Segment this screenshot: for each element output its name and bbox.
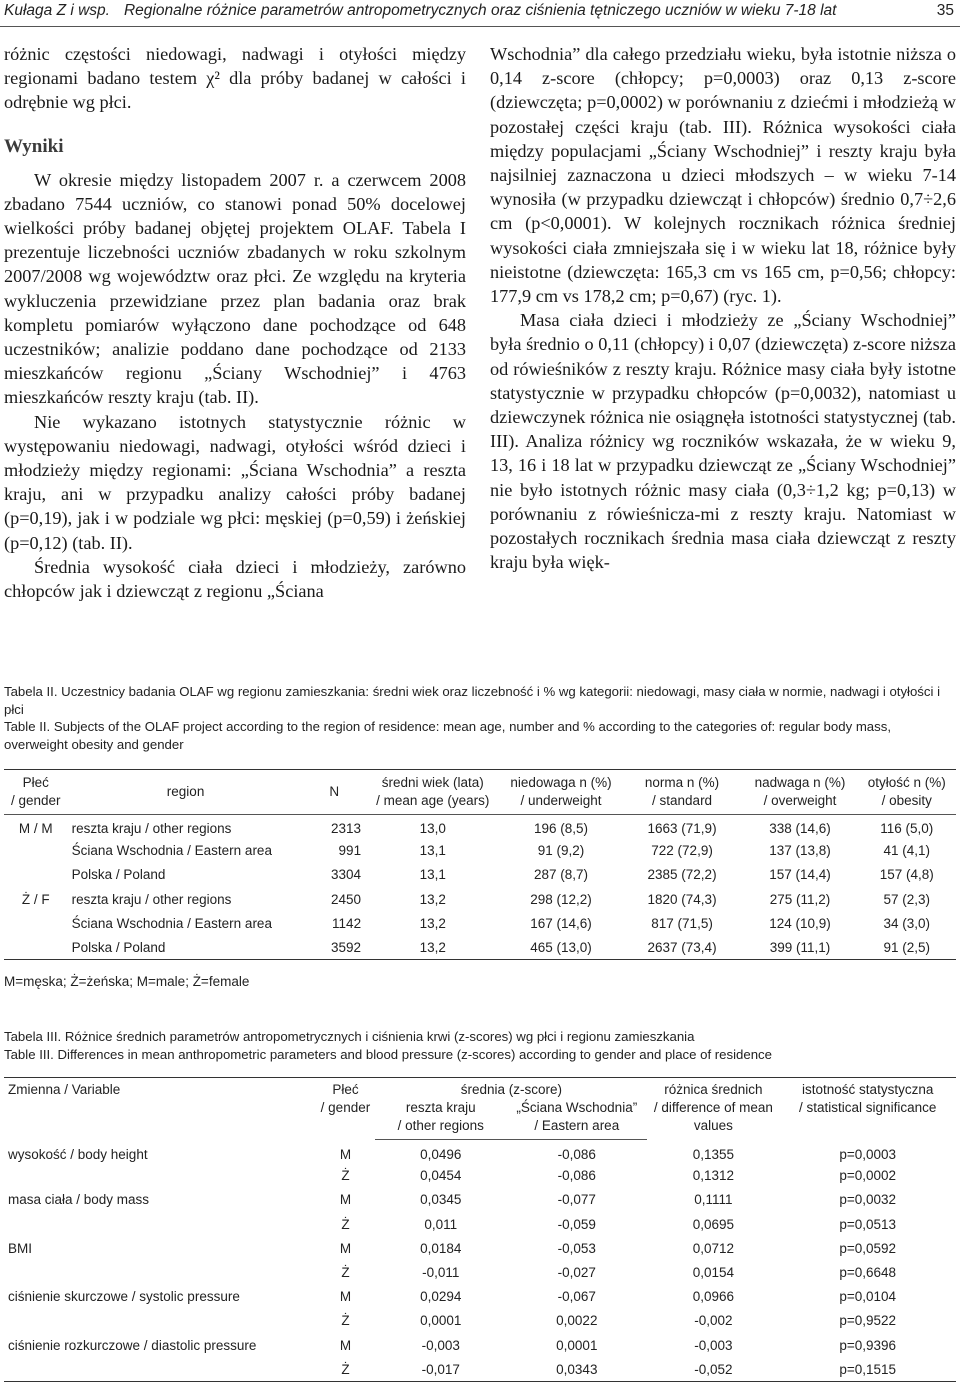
cell-variable: wysokość / body height [8,1146,148,1162]
cell-mean-rest: 0,0496 [420,1146,462,1162]
cell-significance: p=0,0513 [839,1216,897,1232]
cell-mean-east: -0,053 [557,1240,596,1256]
cell-significance: p=0,1515 [779,1357,956,1381]
cell-obesity: 157 (4,8) [879,867,934,883]
cell-mean-east: -0,067 [557,1289,596,1305]
table3-header-row-1 [4,1078,956,1100]
cell-significance: p=0,0592 [839,1240,897,1256]
cell-mean-east: 0,0001 [556,1337,598,1353]
header-text [4,2,836,20]
table3-header-variable: Zmienna / Variable [4,1078,316,1140]
cell-variable: ciśnienie rozkurczowe / diastolic pressure [8,1337,257,1353]
table-row [4,1309,956,1333]
table-row [4,863,956,887]
left-column [4,42,466,603]
table-row [4,1212,956,1236]
cell-gender: Ż [341,1168,350,1184]
cell-mean-age: 13,2 [419,915,446,931]
table2-header-underweight: niedowaga n (%) / underweight [500,770,621,815]
cell-difference: 0,0695 [692,1216,735,1232]
cell-mean-age: 13,2 [365,935,500,959]
table3-header-significance: istotność statystyczna / statistical significance [779,1078,956,1140]
cell-mean-east: -0,086 [557,1168,596,1184]
cell-mean-rest: -0,017 [375,1357,506,1381]
cell-obesity: 34 (3,0) [883,915,930,931]
cell-significance: p=0,9522 [839,1313,897,1329]
left-paragraph-2: W okresie między listopadem 2007 r. a czerwcem 2008 zbadano 7544 uczniów, co stanowi ponad 50% docelowej wielkości próby badanej objętej projektem OLAF. Tabela I prezentuje liczebności uczniów zbadanych w roku szkolnym 2007/2008 wg województw oraz płci. Ze względu na kryteria wykluczenia przewidziane przez plan badania oraz brak kompletu pomiarów wyłączono dane pochodzące od 648 uczestników; analizie poddano dane pochodzące od 2133 mieszkańców regionu „Ściany Wschodniej” i 4763 mieszkańców reszty kraju (tab. II). [4,169,466,408]
cell-mean-age: 13,2 [419,891,446,907]
cell-mean-rest: 0,0294 [420,1289,462,1305]
cell-gender [4,839,68,863]
table2-header-obesity: otyłość n (%) / obesity [857,770,956,815]
cell-significance: p=0,0003 [839,1146,897,1162]
cell-mean-east: -0,077 [557,1192,596,1208]
cell-significance: p=0,0002 [839,1168,897,1184]
cell-variable [4,1164,316,1188]
cell-difference: 0,1355 [692,1146,735,1162]
cell-overweight: 137 (13,8) [769,843,831,859]
cell-gender: Ż [341,1216,350,1232]
cell-overweight: 124 (10,9) [769,915,831,931]
cell-region: Ściana Wschodnia / Eastern area [71,843,272,859]
running-header [0,0,960,28]
table-row [4,1357,956,1381]
table-row [4,1236,956,1260]
table-row [4,1260,956,1284]
table2-caption-pl: Tabela II. Uczestnicy badania OLAF wg regionu zamieszkania: średni wiek oraz liczebność i % wg kategorii: niedowagi, masy ciała w normie, nadwagi i otyłości i płci [4,684,941,717]
right-column [490,42,956,574]
cell-mean-east: -0,086 [557,1146,596,1162]
cell-underweight: 167 (14,6) [530,915,592,931]
table2-header-region: region [68,770,304,815]
table2-header-overweight: nadwaga n (%) / overweight [743,770,858,815]
cell-underweight: 196 (8,5) [533,821,589,837]
table3-header-rest: reszta kraju / other regions [375,1099,506,1140]
right-paragraph-1: Wschodnia” dla całego przedziału wieku, była istotnie niższa o 0,14 z-score (chłopcy; p=0,0003) oraz 0,13 z-score (dziewczęta; p=0,0002) w porównaniu z dziećmi i młodzieżą w pozostałej części kraju (tab. III). Różnica wysokości ciała między populacjami „Ściany Wschodniej” i reszty kraju była najsilniej zaznaczona u dzieci młodszych – w wieku 7-14 wynosiła (w przypadku dziewcząt i chłopców) średnio 0,7÷2,6 cm (p<0,0001). W kolejnych rocznikach różnica średniej wysokości ciała zmniejszała się i w wieku lat 18, różnice były nieistotne (dziewczęta: 165,3 cm vs 165 cm, p=0,56; chłopcy: 177,9 cm vs 178,2 cm; p=0,67) (ryc. 1). [490,44,956,307]
cell-obesity: 116 (5,0) [880,821,934,837]
table-row [4,1285,956,1309]
cell-standard: 2637 (73,4) [622,935,743,959]
cell-significance: p=0,9396 [839,1337,897,1353]
table2-body [4,815,956,960]
cell-variable: BMI [8,1240,33,1256]
cell-gender: M / M [18,821,53,837]
cell-region: reszta kraju / other regions [71,891,232,907]
cell-standard: 1663 (71,9) [647,821,717,837]
cell-gender [4,911,68,935]
table-row [4,839,956,863]
cell-overweight: 157 (14,4) [769,867,831,883]
cell-mean-east: -0,027 [557,1265,596,1281]
cell-region: Polska / Poland [71,867,166,883]
cell-difference: -0,052 [647,1357,779,1381]
cell-variable [4,1212,316,1236]
table3-header-difference: różnica średnich / difference of mean values [647,1078,779,1140]
left-paragraph-4: Średnia wysokość ciała dzieci i młodzieży, zarówno chłopców jak i dziewcząt z regionu „Ściana [4,556,466,602]
cell-standard: 722 (72,9) [651,843,713,859]
cell-mean-age: 13,1 [419,867,446,883]
cell-region: Polska / Poland [68,935,304,959]
cell-variable [4,1357,316,1381]
cell-n: 2450 [331,891,362,907]
cell-standard: 1820 (74,3) [647,891,717,907]
table-row [4,911,956,935]
table-row [4,1188,956,1212]
cell-overweight: 275 (11,2) [769,891,831,907]
cell-difference: 0,1312 [692,1168,735,1184]
table3-caption-pl: Tabela III. Różnice średnich parametrów antropometrycznych i ciśnienia krwi (z-scores) wg płci i regionu zamieszkania [4,1029,695,1044]
cell-significance: p=0,6648 [839,1265,897,1281]
cell-n: 991 [338,843,362,859]
cell-mean-east: 0,0022 [556,1313,598,1329]
cell-gender [4,863,68,887]
cell-underweight: 465 (13,0) [500,935,621,959]
table3-header-gender: Płeć / gender [316,1078,376,1140]
left-paragraph-1: różnic częstości niedowagi, nadwagi i otyłości między regionami badano testem χ² dla próby badanej w całości i odrębnie wg płci. [4,44,466,113]
cell-mean-age: 13,1 [419,843,446,859]
cell-gender: M [339,1192,352,1208]
table-row [4,815,956,839]
table3-caption [4,1028,954,1063]
page-number: 35 [936,2,954,19]
table-row [4,1164,956,1188]
section-heading-results: Wyniki [4,135,64,157]
table2-header-age: średni wiek (lata) / mean age (years) [365,770,500,815]
table3-body [4,1140,956,1382]
cell-variable [4,1309,316,1333]
cell-difference: 0,0712 [692,1240,735,1256]
cell-gender: Ż [341,1313,350,1329]
table2-header-gender: Płeć / gender [4,770,68,815]
cell-region: reszta kraju / other regions [71,821,232,837]
cell-standard: 2385 (72,2) [647,867,717,883]
cell-mean-rest: -0,011 [422,1265,460,1281]
table2-caption-en: Table II. Subjects of the OLAF project according to the region of residence: mean age, number and % according to the categories of: regular body mass, overweight obesity and gender [4,719,891,752]
cell-gender: Ż [341,1265,350,1281]
header-title: Regionalne różnice parametrów antropometrycznych oraz ciśnienia tętniczego uczniów w wieku 7-18 lat [123,2,837,19]
cell-underweight: 91 (9,2) [537,843,585,859]
cell-underweight: 298 (12,2) [530,891,592,907]
cell-n: 3592 [304,935,366,959]
cell-significance: p=0,0032 [839,1192,897,1208]
cell-difference: 0,0966 [692,1289,735,1305]
cell-variable [4,1260,316,1284]
cell-overweight: 338 (14,6) [769,821,831,837]
table-row [4,1140,956,1164]
cell-gender: M [339,1146,352,1162]
table3 [4,1077,956,1382]
cell-mean-rest: -0,003 [421,1337,460,1353]
cell-standard: 817 (71,5) [651,915,713,931]
cell-gender: M [339,1337,352,1353]
cell-mean-east: -0,059 [557,1216,596,1232]
table2-note: M=męska; Ż=żeńska; M=male; Ż=female [4,974,250,989]
cell-mean-rest: 0,0001 [420,1313,462,1329]
table-row [4,1333,956,1357]
table2-header-standard: norma n (%) / standard [622,770,743,815]
cell-mean-east: 0,0343 [506,1357,647,1381]
right-paragraph-2: Masa ciała dzieci i młodzieży ze „Ściany Wschodniej” była średnio o 0,11 (chłopcy) i 0,07 (dziewczęta) z-score niższa od rówieśników z reszty kraju. Różnice masy ciała były istotne statystycznie w przypadku chłopców (p=0,0032), natomiast u dziewczynek różnica nie osiągnęła istotności statystycznej (tab. III). Analiza różnicy wg roczników wskazała, że w wieku 9, 13, 16 i 18 lat w przypadku dziewcząt ze „Ściany Wschodniej” nie było istotnych różnic masy ciała (0,3÷1,2 kg; p=0,13) w porównaniu z rówieśnicza-mi z reszty kraju. Natomiast w pozostałych rocznikach średnia masa ciała dziewcząt z reszty kraju była więk- [490,310,956,573]
cell-n: 1142 [332,915,362,931]
cell-variable: masa ciała / body mass [8,1192,150,1208]
cell-mean-age: 13,0 [419,821,446,837]
table-row [4,887,956,911]
cell-overweight: 399 (11,1) [743,935,858,959]
table-row [4,935,956,959]
table3-header-mean: średnia (z-score) [375,1078,647,1100]
cell-difference: -0,003 [694,1337,733,1353]
cell-significance: p=0,0104 [839,1289,897,1305]
cell-gender: Ż [316,1357,376,1381]
cell-mean-rest: 0,0454 [420,1168,462,1184]
cell-mean-rest: 0,0184 [420,1240,462,1256]
header-rule [0,26,960,27]
cell-difference: 0,0154 [692,1265,735,1281]
table2-header-row [4,770,956,815]
cell-gender: Ż / F [21,891,50,907]
table2-caption [4,683,954,753]
cell-underweight: 287 (8,7) [533,867,589,883]
cell-gender [4,935,68,959]
cell-gender: M [339,1289,352,1305]
cell-region: Ściana Wschodnia / Eastern area [71,915,272,931]
header-author: Kułaga Z i wsp. [4,2,110,19]
cell-difference: -0,002 [694,1313,733,1329]
cell-mean-rest: 0,011 [424,1216,458,1232]
table2-header-n: N [304,770,366,815]
cell-difference: 0,1111 [694,1192,733,1208]
left-paragraph-3: Nie wykazano istotnych statystycznie różnic w występowaniu niedowagi, nadwagi, otyłości wśród dzieci i młodzieży między regionami: „Ściana Wschodnia” a reszta kraju, ani w przypadku analizy całości próby badanej (p=0,19), jak i w podziale wg płci: męskiej (p=0,59) i żeńskiej (p=0,12) (tab. II). [4,411,466,553]
cell-n: 2313 [331,821,362,837]
cell-gender: M [339,1240,352,1256]
cell-n: 3304 [331,867,362,883]
cell-obesity: 91 (2,5) [857,935,956,959]
table2 [4,769,956,960]
cell-variable: ciśnienie skurczowe / systolic pressure [8,1289,240,1305]
cell-obesity: 41 (4,1) [883,843,930,859]
cell-obesity: 57 (2,3) [883,891,930,907]
table3-header-east: „Ściana Wschodnia” / Eastern area [506,1099,647,1140]
table3-caption-en: Table III. Differences in mean anthropometric parameters and blood pressure (z-scores) according to gender and place of residence [4,1046,772,1062]
cell-mean-rest: 0,0345 [420,1192,462,1208]
